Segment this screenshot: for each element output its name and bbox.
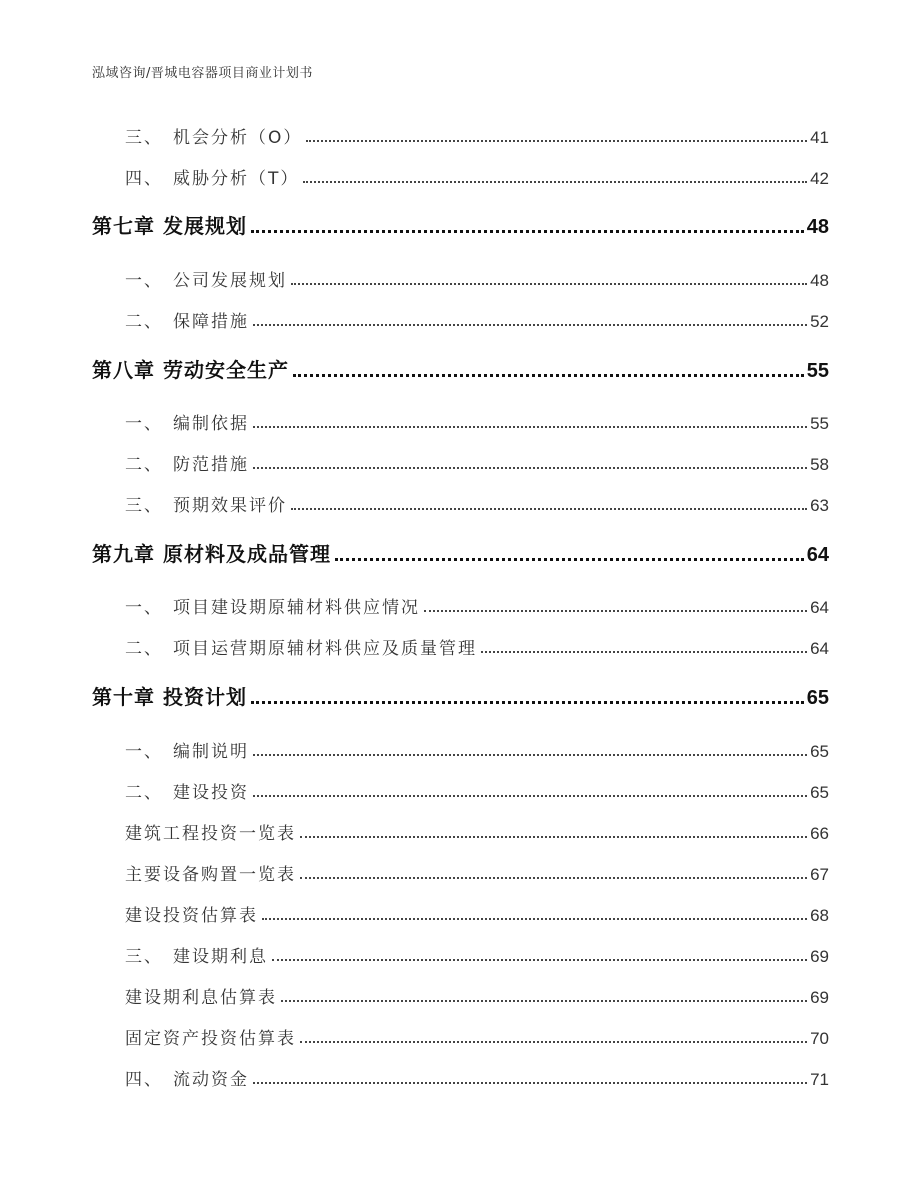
page-number: 67 [810, 865, 829, 884]
dot-leader [253, 323, 807, 326]
chapter-title: 第八章 劳动安全生产 [92, 358, 289, 382]
section-title: 建设期利息估算表 [125, 988, 277, 1008]
section-title: 建设期利息 [173, 947, 268, 967]
toc-entry-number: 四、 [125, 1070, 163, 1090]
toc-entry[interactable] [125, 590, 829, 618]
dot-leader [300, 876, 807, 879]
toc-entry[interactable] [125, 775, 829, 803]
dot-leader [253, 753, 807, 756]
dot-leader [481, 650, 807, 653]
page-number: 65 [806, 687, 829, 709]
toc-entry[interactable] [125, 1062, 829, 1090]
page-number: 42 [810, 169, 829, 188]
dot-leader [272, 958, 807, 961]
dot-leader [253, 794, 807, 797]
dot-leader [424, 609, 807, 612]
running-header: 泓域咨询/晋城电容器项目商业计划书 [92, 66, 313, 81]
page-number: 55 [810, 414, 829, 433]
section-title: 机会分析（O） [173, 128, 303, 148]
toc-entry-number: 四、 [125, 169, 163, 189]
dot-leader [253, 466, 807, 469]
section-title: 建设投资估算表 [125, 906, 258, 926]
toc-entry-number: 一、 [125, 271, 163, 291]
dot-leader [253, 425, 807, 428]
toc-entry[interactable] [125, 734, 829, 762]
toc-entry[interactable] [125, 631, 829, 659]
toc-entry-number: 一、 [125, 598, 163, 618]
page-number: 64 [806, 544, 829, 566]
toc-entry[interactable] [125, 488, 829, 516]
page-number: 48 [806, 216, 829, 238]
page-number: 58 [810, 455, 829, 474]
dot-leader [291, 507, 807, 510]
toc-entry-number: 三、 [125, 496, 163, 516]
dot-leader [281, 999, 807, 1002]
toc-entry-number: 二、 [125, 312, 163, 332]
dot-leader [251, 229, 804, 233]
page-number: 70 [810, 1029, 829, 1048]
chapter-title: 第九章 原材料及成品管理 [92, 542, 331, 566]
section-title: 预期效果评价 [173, 496, 287, 516]
chapter-title: 第十章 投资计划 [92, 685, 247, 709]
section-title: 流动资金 [173, 1070, 249, 1090]
toc-entry[interactable] [125, 447, 829, 475]
toc-entry[interactable] [125, 898, 829, 926]
section-title: 编制说明 [173, 742, 249, 762]
page-number: 69 [810, 988, 829, 1007]
section-title: 建筑工程投资一览表 [125, 824, 296, 844]
page-number: 64 [810, 598, 829, 617]
section-title: 项目运营期原辅材料供应及质量管理 [173, 639, 477, 659]
toc-entry-number: 三、 [125, 128, 163, 148]
section-title: 防范措施 [173, 455, 249, 475]
dot-leader [303, 180, 807, 183]
toc-entry[interactable] [125, 120, 829, 148]
section-title: 保障措施 [173, 312, 249, 332]
page-number: 66 [810, 824, 829, 843]
dot-leader [291, 282, 807, 285]
page-number: 65 [810, 783, 829, 802]
section-title: 项目建设期原辅材料供应情况 [173, 598, 420, 618]
dot-leader [262, 917, 807, 920]
page-number: 63 [810, 496, 829, 515]
page-number: 69 [810, 947, 829, 966]
section-title: 主要设备购置一览表 [125, 865, 296, 885]
dot-leader [335, 557, 804, 561]
section-title: 公司发展规划 [173, 271, 287, 291]
toc-entry[interactable] [125, 939, 829, 967]
dot-leader [306, 139, 807, 142]
toc-entry-number: 一、 [125, 414, 163, 434]
toc-entry[interactable] [125, 980, 829, 1008]
page-number: 52 [810, 312, 829, 331]
page-number: 55 [806, 360, 829, 382]
toc-entry-number: 二、 [125, 455, 163, 475]
toc-entry[interactable] [125, 304, 829, 332]
page-number: 64 [810, 639, 829, 658]
toc-entry[interactable] [125, 161, 829, 189]
toc-entry[interactable] [92, 539, 829, 567]
page-number: 71 [810, 1070, 829, 1089]
dot-leader [300, 1040, 807, 1043]
chapter-title: 第七章 发展规划 [92, 214, 247, 238]
toc-entry[interactable] [125, 1021, 829, 1049]
toc-entry[interactable] [125, 263, 829, 291]
toc-entry-number: 二、 [125, 639, 163, 659]
page-number: 68 [810, 906, 829, 925]
toc-entry-number: 一、 [125, 742, 163, 762]
dot-leader [251, 700, 804, 704]
section-title: 编制依据 [173, 414, 249, 434]
dot-leader [300, 835, 807, 838]
toc-entry[interactable] [92, 355, 829, 383]
page-number: 65 [810, 742, 829, 761]
section-title: 建设投资 [173, 783, 249, 803]
toc-entry-number: 二、 [125, 783, 163, 803]
section-title: 固定资产投资估算表 [125, 1029, 296, 1049]
toc-entry[interactable] [92, 682, 829, 710]
dot-leader [293, 373, 804, 377]
toc-entry[interactable] [125, 857, 829, 885]
toc-entry[interactable] [125, 406, 829, 434]
section-title: 威胁分析（T） [173, 169, 300, 189]
toc-entry[interactable] [125, 816, 829, 844]
page-number: 41 [810, 128, 829, 147]
toc-entry[interactable] [92, 211, 829, 239]
toc-entry-number: 三、 [125, 947, 163, 967]
dot-leader [253, 1081, 807, 1084]
page-number: 48 [810, 271, 829, 290]
